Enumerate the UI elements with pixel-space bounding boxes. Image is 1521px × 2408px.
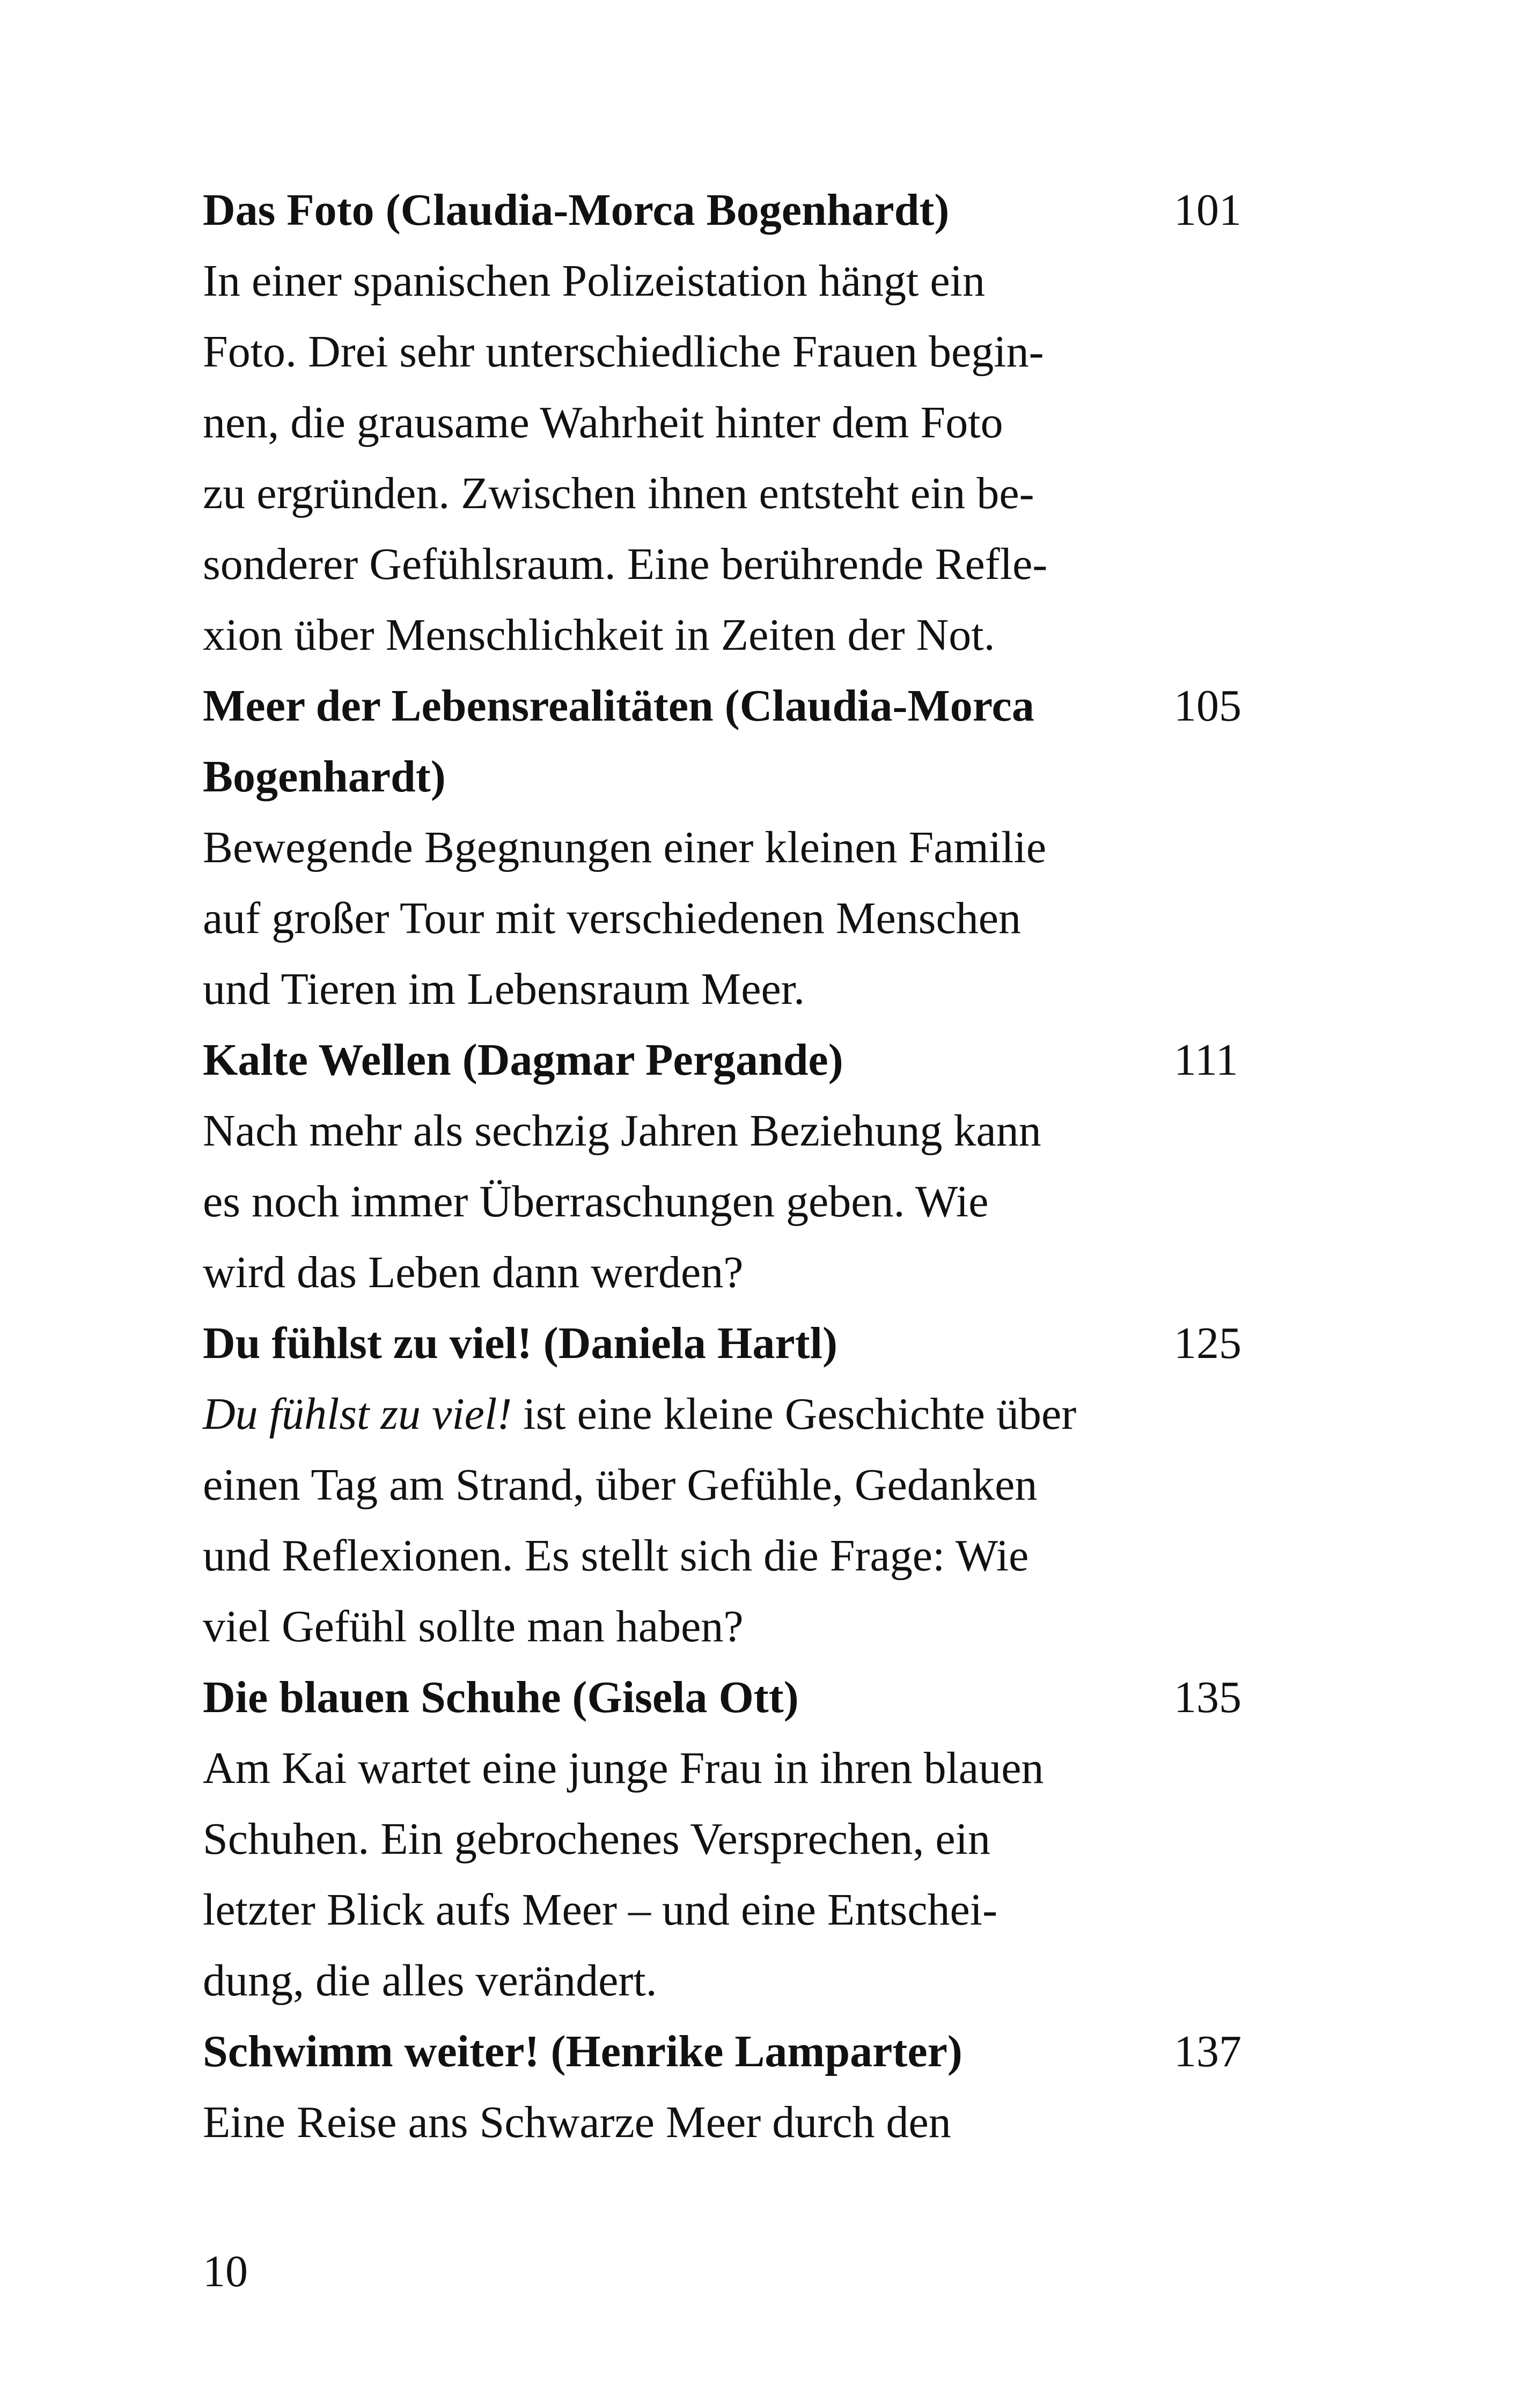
toc-entry-description <box>203 2087 1126 2158</box>
toc-entry-title: Das Foto (Claudia-Morca Bogenhardt) <box>203 185 950 235</box>
description-line: auf großer Tour mit verschiedenen Menschen <box>203 893 1022 943</box>
description-text: ist eine kleine Geschichte über <box>512 1389 1077 1439</box>
description-line: dung, die alles verändert. <box>203 1956 657 2006</box>
table-of-contents <box>203 175 1249 2158</box>
page-number-folio: 10 <box>203 2247 248 2296</box>
description-line <box>203 1379 1126 1450</box>
toc-entry-description <box>203 246 1126 671</box>
toc-entry-page-number: 101 <box>1174 185 1241 235</box>
description-line: und Reflexionen. Es stellt sich die Frage: Wie <box>203 1531 1029 1581</box>
description-line: letzter Blick aufs Meer – und eine Entschei- <box>203 1885 998 1935</box>
toc-entry-heading <box>203 1025 1238 1096</box>
toc-entry-description <box>203 1096 1126 1308</box>
description-line: xion über Menschlichkeit in Zeiten der Not. <box>203 610 995 660</box>
toc-entry-page-number: 137 <box>1174 2027 1241 2076</box>
toc-entry <box>203 2016 1249 2158</box>
toc-entry-page-number: 111 <box>1174 1035 1238 1085</box>
toc-entry-title: Kalte Wellen (Dagmar Pergande) <box>203 1035 843 1085</box>
toc-entry <box>203 671 1249 1025</box>
description-line: zu ergründen. Zwischen ihnen entsteht ein be- <box>203 468 1034 518</box>
toc-entry <box>203 1308 1249 1662</box>
description-line: einen Tag am Strand, über Gefühle, Gedanken <box>203 1460 1038 1510</box>
description-line: wird das Leben dann werden? <box>203 1247 744 1297</box>
description-line: In einer spanischen Polizeistation hängt ein <box>203 256 985 306</box>
description-line: nen, die grausame Wahrheit hinter dem Foto <box>203 398 1003 447</box>
toc-entry-heading <box>203 175 1241 246</box>
toc-entry-title-line: Meer der Lebensrealitäten (Claudia-Morca <box>203 681 1034 731</box>
toc-entry-heading <box>203 2016 1241 2087</box>
toc-entry-title: Schwimm weiter! (Henrike Lamparter) <box>203 2027 962 2076</box>
description-line: und Tieren im Lebensraum Meer. <box>203 964 805 1014</box>
toc-entry-heading <box>203 671 1241 812</box>
toc-entry <box>203 1025 1249 1308</box>
description-line: Bewegende Bgegnungen einer kleinen Familie <box>203 823 1047 872</box>
description-line: Nach mehr als sechzig Jahren Beziehung kann <box>203 1106 1041 1156</box>
toc-entry-description <box>203 1733 1126 2016</box>
italic-story-title: Du fühlst zu viel! <box>203 1389 512 1439</box>
description-line: Eine Reise ans Schwarze Meer durch den <box>203 2097 951 2147</box>
toc-entry <box>203 1662 1249 2016</box>
toc-entry-page-number: 125 <box>1174 1318 1241 1368</box>
toc-entry <box>203 175 1249 671</box>
description-line: Am Kai wartet eine junge Frau in ihren blauen <box>203 1743 1044 1793</box>
description-line: Foto. Drei sehr unterschiedliche Frauen begin- <box>203 327 1044 377</box>
toc-entry-heading <box>203 1662 1241 1733</box>
toc-entry-title: Du fühlst zu viel! (Daniela Hartl) <box>203 1318 837 1368</box>
toc-entry-title: Die blauen Schuhe (Gisela Ott) <box>203 1672 799 1722</box>
toc-entry-page-number: 135 <box>1174 1672 1241 1722</box>
toc-entry-title-line: Bogenhardt) <box>203 752 446 802</box>
toc-entry-heading <box>203 1308 1241 1379</box>
toc-entry-description <box>203 812 1126 1025</box>
toc-entry-description <box>203 1379 1126 1662</box>
description-line: Schuhen. Ein gebrochenes Versprechen, ein <box>203 1814 990 1864</box>
description-line: sonderer Gefühlsraum. Eine berührende Refle- <box>203 539 1048 589</box>
description-line: es noch immer Überraschungen geben. Wie <box>203 1177 989 1227</box>
description-line: viel Gefühl sollte man haben? <box>203 1602 744 1651</box>
toc-entry-page-number: 105 <box>1174 681 1241 731</box>
